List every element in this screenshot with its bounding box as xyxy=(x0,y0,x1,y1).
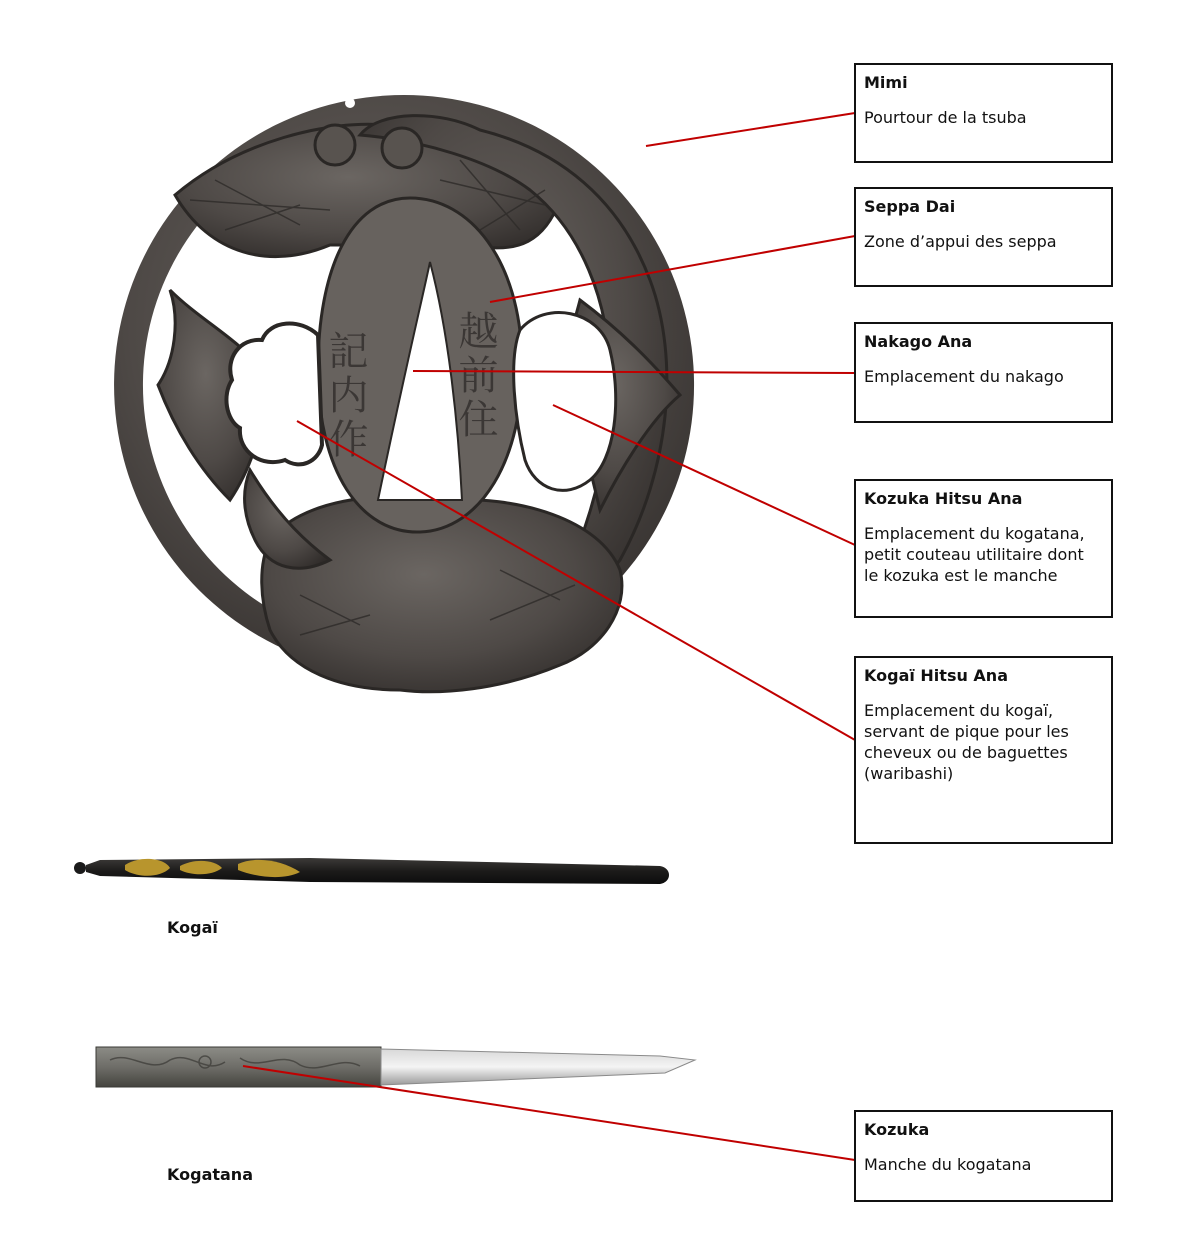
inscription-right: 越前住 xyxy=(452,310,498,442)
kogai-hitsu-ana xyxy=(226,324,322,465)
tsuba xyxy=(114,95,694,692)
label-description: Emplacement du kogatana, petit couteau utilitaire dont le kozuka est le manche xyxy=(864,524,1085,585)
label-title: Nakago Ana xyxy=(864,332,973,351)
label-description: Emplacement du nakago xyxy=(864,367,1064,386)
caption-kogatana: Kogatana xyxy=(167,1165,253,1184)
label-kogai-hitsu-ana xyxy=(854,656,1113,844)
kogai-object xyxy=(74,858,669,884)
label-mimi xyxy=(854,63,1113,163)
label-description: Pourtour de la tsuba xyxy=(864,108,1027,127)
label-title: Kogaï Hitsu Ana xyxy=(864,666,1008,685)
label-title: Kozuka Hitsu Ana xyxy=(864,489,1023,508)
label-kozuka-hitsu-ana xyxy=(854,479,1113,618)
leader-kozuka xyxy=(243,1066,855,1160)
inscription-left: 記内作 xyxy=(322,330,368,462)
label-title: Seppa Dai xyxy=(864,197,956,216)
label-title: Mimi xyxy=(864,73,908,92)
label-description: Emplacement du kogaï, servant de pique pour les cheveux ou de baguettes (waribashi) xyxy=(864,701,1069,783)
caption-kogai: Kogaï xyxy=(167,918,218,937)
kozuka-hitsu-ana xyxy=(514,313,616,491)
label-title: Kozuka xyxy=(864,1120,930,1139)
label-seppa-dai xyxy=(854,187,1113,287)
kogatana-object xyxy=(96,1047,695,1087)
label-kozuka xyxy=(854,1110,1113,1202)
label-nakago-ana xyxy=(854,322,1113,423)
kogatana-blade xyxy=(381,1049,695,1085)
label-description: Zone d’appui des seppa xyxy=(864,232,1057,251)
label-description: Manche du kogatana xyxy=(864,1155,1032,1174)
rim-hole xyxy=(345,98,355,108)
leader-mimi xyxy=(646,113,855,146)
